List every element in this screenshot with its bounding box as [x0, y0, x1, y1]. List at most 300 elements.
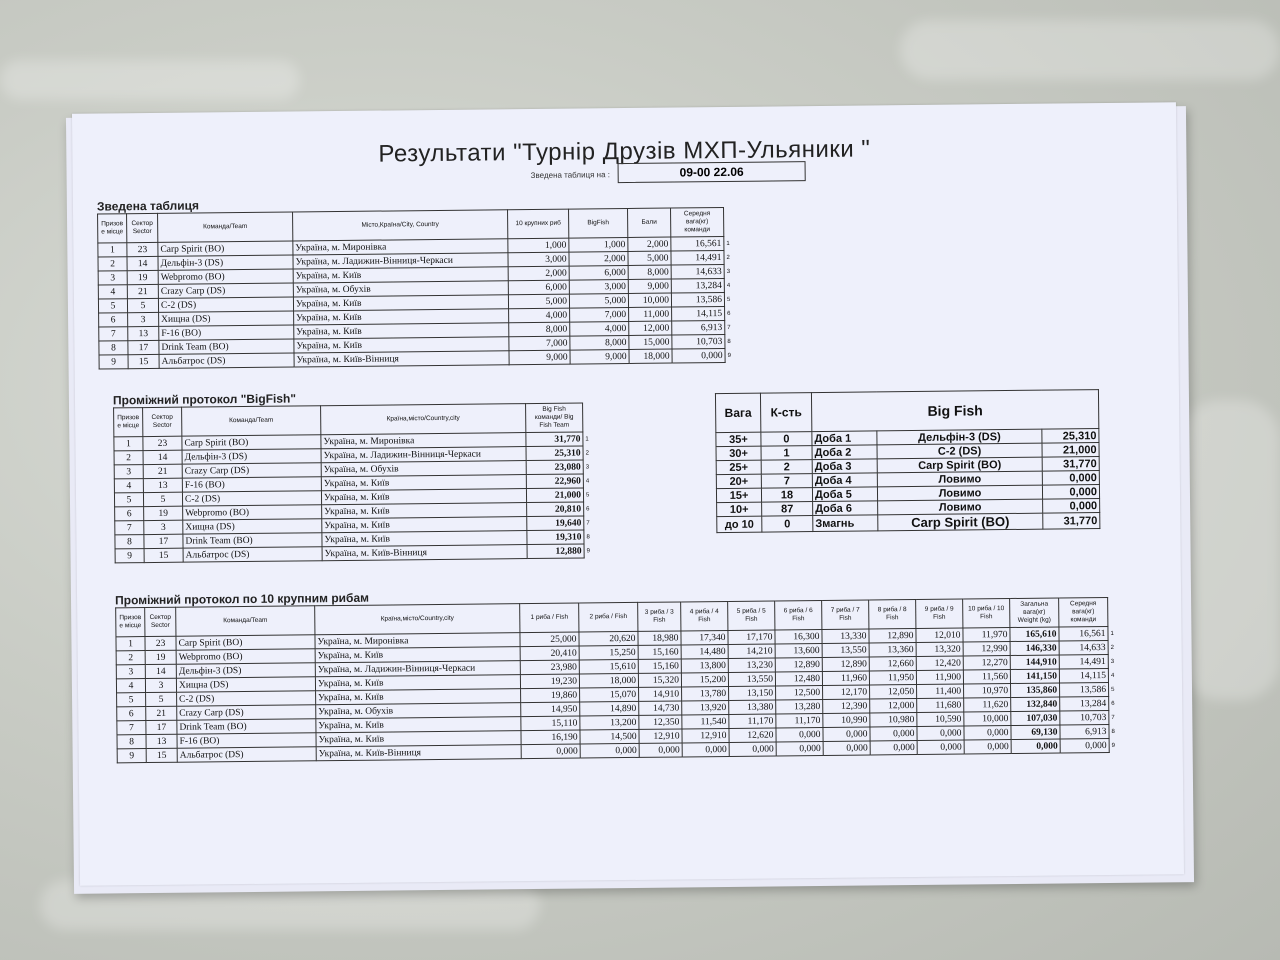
table-cell: 0,000 — [521, 744, 580, 759]
table-cell: 6,000 — [508, 280, 569, 295]
table-cell: F-16 (BO) — [182, 477, 321, 492]
table-cell: 19 — [145, 650, 176, 664]
table-cell: Доба 1 — [812, 431, 877, 446]
table-cell: 19,860 — [521, 688, 580, 703]
table-cell: 30+ — [716, 446, 761, 460]
table-cell: 11,400 — [917, 684, 964, 698]
column-header: 10 риба / 10 Fish — [963, 599, 1010, 628]
table-cell: 6,913 — [1060, 724, 1109, 739]
table-cell: 31,770 — [1042, 457, 1099, 472]
table-cell: 6 — [117, 707, 146, 721]
table-cell: Webpromo (BO) — [158, 269, 293, 284]
table-cell: 6 — [115, 507, 144, 521]
table-cell: 14,730 — [639, 701, 682, 715]
table-cell: 141,150 — [1010, 669, 1059, 684]
table-cell: 12,890 — [822, 657, 869, 671]
row-marker: 9 — [727, 352, 731, 359]
table-cell: 7 — [761, 474, 812, 489]
table-cell: 12,350 — [639, 715, 682, 729]
table-cell: Змагнь — [813, 515, 878, 532]
table-cell: Crazy Carp (DS) — [182, 463, 321, 478]
table-cell: 0,000 — [823, 727, 870, 741]
table-cell: 25,310 — [526, 446, 583, 461]
table-cell: 9 — [99, 355, 128, 369]
table-cell: 18,980 — [638, 631, 681, 645]
column-header: Країна,місто/Country,city — [321, 404, 526, 435]
table-cell: Україна, м. Ладижин-Вінниця-Черкаси — [293, 253, 508, 269]
table-cell: 15,070 — [580, 687, 639, 702]
table-cell: 15,250 — [579, 645, 638, 660]
table-cell: 135,860 — [1011, 683, 1060, 698]
row-marker: 4 — [1110, 672, 1115, 679]
table-cell: 19,230 — [520, 674, 579, 689]
table-cell: Доба 2 — [812, 445, 877, 460]
table-cell: 9,000 — [509, 350, 570, 365]
column-header: 7 риба / 7 Fish — [822, 600, 869, 629]
table-cell: Дельфін-3 (DS) — [877, 429, 1042, 445]
table-cell: 1 — [98, 243, 127, 257]
table-cell: 13,586 — [1060, 682, 1109, 697]
table-cell: 0,000 — [682, 742, 729, 756]
table-cell: 0 — [761, 432, 812, 447]
table-cell: Carp Spirit (BO) — [182, 435, 321, 450]
table-cell: 12,480 — [775, 671, 822, 685]
table-cell: 14 — [127, 256, 158, 270]
table-cell: Україна, м. Київ — [294, 323, 509, 339]
table-cell: 8 — [115, 535, 144, 549]
table-cell: Carp Spirit (BO) — [878, 513, 1043, 531]
table-cell: C-2 (DS) — [182, 491, 321, 506]
table-cell: 16,300 — [775, 629, 822, 643]
row-marker-header — [583, 403, 596, 432]
table-cell: 7 — [115, 521, 144, 535]
row-marker: 6 — [1111, 700, 1115, 707]
table-cell: 23 — [143, 436, 182, 450]
table-cell: 2 — [114, 451, 143, 465]
table-cell: 3 — [128, 312, 159, 326]
row-marker: 4 — [726, 282, 731, 289]
column-header: Команда/Team — [158, 212, 293, 242]
column-header: BigFish — [569, 208, 628, 238]
column-header: 3 риба / 3 Fish — [638, 602, 681, 631]
table-cell: 5 — [127, 298, 158, 312]
table-cell: 12,270 — [963, 656, 1010, 670]
table-cell: 6,913 — [672, 320, 725, 335]
table-cell: 17,340 — [681, 630, 728, 644]
row-marker: 2 — [1110, 644, 1115, 651]
table-cell: 0,000 — [1042, 485, 1099, 500]
table-cell: 15 — [128, 354, 159, 368]
summary-title: Зведена таблиця — [96, 198, 200, 214]
table-cell: 13,550 — [822, 643, 869, 657]
column-header: К-сть — [760, 393, 811, 433]
column-header: 9 риба / 9 Fish — [916, 599, 963, 628]
table-cell: 6,000 — [569, 265, 628, 280]
table-cell: C-2 (DS) — [177, 691, 316, 706]
table-cell: 13,200 — [580, 715, 639, 730]
table-cell: Україна, м. Обухів — [321, 461, 526, 477]
table-cell: 5 — [146, 692, 177, 706]
row-marker: 9 — [1111, 742, 1116, 749]
table-cell: 11,620 — [964, 698, 1011, 712]
table-cell: 12,660 — [869, 656, 916, 670]
table-cell: Webpromo (BO) — [183, 505, 322, 520]
table-cell: 4 — [114, 479, 143, 493]
table-cell: 0,000 — [823, 741, 870, 755]
table-cell: 0,000 — [1042, 471, 1099, 486]
row-marker: 6 — [586, 505, 590, 512]
table-cell: C-2 (DS) — [877, 443, 1042, 459]
summary-date-label: Зведена таблиця на : — [530, 170, 611, 181]
table-cell: 12,910 — [639, 729, 682, 743]
table-cell: Альбатрос (DS) — [183, 547, 322, 562]
table-cell: 4,000 — [570, 321, 629, 336]
table-cell: C-2 (DS) — [158, 297, 293, 312]
table-cell: Україна, м. Миронівка — [321, 433, 526, 449]
table-cell: 0,000 — [639, 743, 682, 757]
row-marker: 2 — [585, 449, 589, 456]
table-cell: Drink Team (BO) — [183, 533, 322, 548]
table-cell: 13,230 — [728, 658, 775, 672]
table-cell: 4 — [116, 679, 145, 693]
column-header: Середня вага(кг) команди — [1059, 597, 1108, 627]
table-cell: 23 — [127, 242, 158, 256]
table-cell: Хищна (DS) — [183, 519, 322, 534]
column-header: 4 риба / 4 Fish — [681, 601, 728, 630]
table-cell: 1,000 — [508, 238, 569, 253]
table-cell: 13,330 — [822, 629, 869, 643]
column-header: Сектор Sector — [127, 213, 158, 242]
column-header: Призов е місце — [116, 608, 145, 637]
row-marker: 3 — [1110, 658, 1115, 665]
table-cell: Дельфін-3 (DS) — [176, 663, 315, 678]
table-cell: Україна, м. Миронівка — [315, 633, 520, 649]
row-marker-header — [1108, 597, 1121, 626]
table-cell: Україна, м. Ладижин-Вінниця-Черкаси — [315, 661, 520, 677]
table-cell: 25,310 — [1042, 429, 1099, 444]
table-cell: 0,000 — [672, 348, 725, 363]
row-marker: 5 — [726, 296, 731, 303]
table-cell: 11,900 — [916, 670, 963, 684]
table-cell: 12,990 — [963, 642, 1010, 656]
table-cell: 12,620 — [729, 728, 776, 742]
table-cell: 11,170 — [729, 714, 776, 728]
table-cell: 7,000 — [509, 336, 570, 351]
row-marker: 1 — [585, 435, 589, 442]
table-cell: 8 — [117, 735, 146, 749]
table-cell: 7 — [99, 327, 128, 341]
row-marker: 4 — [585, 477, 590, 484]
table-cell: 13,320 — [916, 642, 963, 656]
table-cell: 14 — [145, 664, 176, 678]
table-cell: 3 — [145, 678, 176, 692]
column-header: Місто,Країна/City, Country — [293, 210, 508, 241]
table-cell: 0,000 — [1060, 738, 1109, 753]
table-cell: 10,970 — [964, 684, 1011, 698]
table-cell: 18,000 — [579, 673, 638, 688]
row-marker: 8 — [1111, 728, 1115, 735]
table-cell: 31,770 — [526, 432, 583, 447]
table-cell: 0,000 — [1043, 499, 1100, 514]
table-cell: 144,910 — [1010, 655, 1059, 670]
column-header: Сектор Sector — [145, 607, 176, 636]
table-cell: 6 — [99, 313, 128, 327]
table-cell: 0,000 — [729, 742, 776, 756]
table-cell: 0,000 — [870, 726, 917, 740]
table-cell: 7 — [117, 721, 146, 735]
table-cell: Україна, м. Київ — [316, 731, 521, 747]
table-cell: 165,610 — [1010, 627, 1059, 642]
table-cell: Україна, м. Київ-Вінниця — [294, 351, 509, 367]
table-cell: Україна, м. Київ — [322, 517, 527, 533]
table-cell: Drink Team (BO) — [177, 719, 316, 734]
table-cell: 14,115 — [672, 306, 725, 321]
table-cell: 107,030 — [1011, 711, 1060, 726]
page-title: Результати "Турнір Друзів МХП-Ульяники " — [378, 135, 871, 168]
table-cell: 8,000 — [509, 322, 570, 337]
table-cell: Webpromo (BO) — [176, 649, 315, 664]
table-cell: 13,586 — [671, 292, 724, 307]
table-cell: 0,000 — [917, 740, 964, 754]
table-cell: до 10 — [717, 516, 762, 532]
table-cell: 11,000 — [629, 307, 672, 321]
row-marker: 5 — [585, 491, 590, 498]
row-marker: 7 — [1111, 714, 1115, 721]
table-cell: 12,890 — [869, 628, 916, 642]
table-cell: 23,980 — [520, 660, 579, 675]
table-cell: 3 — [116, 665, 145, 679]
table-cell: 21,000 — [1042, 443, 1099, 458]
table-cell: Carp Spirit (BO) — [877, 457, 1042, 473]
table-cell: 16,561 — [671, 236, 724, 251]
summary-table — [97, 207, 739, 370]
table-cell: 13,600 — [775, 643, 822, 657]
table-cell: 10,703 — [672, 334, 725, 349]
column-header: 6 риба / 6 Fish — [775, 600, 822, 629]
summary-date-value: 09-00 22.06 — [618, 161, 806, 183]
table-cell: 22,960 — [526, 474, 583, 489]
table-cell: 13,284 — [1060, 696, 1109, 711]
table-cell: Доба 5 — [812, 487, 877, 502]
column-header: 1 риба / Fish — [520, 603, 579, 633]
table-cell: 9 — [115, 549, 144, 563]
bigfish-table — [113, 402, 598, 563]
table-cell: 13,800 — [681, 658, 728, 672]
table-cell: 3 — [98, 271, 127, 285]
table-cell: Доба 3 — [812, 459, 877, 474]
table-cell: 15,110 — [521, 716, 580, 731]
table-cell: 12,000 — [870, 698, 917, 712]
table-cell: 10+ — [717, 502, 762, 516]
table-cell: 14,950 — [521, 702, 580, 717]
table-cell: 19 — [144, 506, 183, 520]
table-cell: Доба 6 — [813, 501, 878, 516]
table-cell: 11,560 — [963, 670, 1010, 684]
table-cell: Україна, м. Київ — [294, 309, 509, 325]
table-cell: 3 — [114, 465, 143, 479]
table-cell: 17 — [144, 534, 183, 548]
table-cell: 7,000 — [570, 307, 629, 322]
column-header: Big Fish команди/ Big Fish Team — [526, 403, 583, 433]
column-header: Загальна вага(кг) Weight (kg) — [1010, 598, 1059, 628]
table-cell: Україна, м. Київ-Вінниця — [322, 545, 527, 561]
table-cell: Альбатрос (DS) — [177, 747, 316, 762]
table-cell: 25,000 — [520, 632, 579, 647]
table-cell: Україна, м. Київ — [315, 675, 520, 691]
table-cell: 19,310 — [527, 530, 584, 545]
table-cell: 21,000 — [526, 488, 583, 503]
table-cell: 1,000 — [569, 237, 628, 252]
table-cell: 10,703 — [1060, 710, 1109, 725]
row-marker: 5 — [1111, 686, 1115, 693]
table-cell: 13 — [146, 734, 177, 748]
column-header: Призов е місце — [114, 408, 143, 437]
table-cell: 11,540 — [682, 714, 729, 728]
table-cell: 15 — [146, 748, 177, 762]
table-cell: 15,000 — [629, 335, 672, 349]
table-cell: 17 — [128, 340, 159, 354]
table-cell: 3 — [144, 520, 183, 534]
table-cell: 11,970 — [963, 628, 1010, 642]
table-cell: 146,330 — [1010, 641, 1059, 656]
table-cell: 14,491 — [671, 250, 724, 265]
table-cell: 13,280 — [776, 699, 823, 713]
table-cell: 0,000 — [917, 726, 964, 740]
column-header: Сектор Sector — [143, 407, 182, 436]
table-cell: 14,890 — [580, 701, 639, 716]
table-cell: 1 — [761, 446, 812, 461]
column-header: Big Fish — [811, 390, 1098, 432]
table-cell: 10,590 — [917, 712, 964, 726]
table-cell: 11,170 — [776, 713, 823, 727]
table-cell: 14,500 — [580, 729, 639, 744]
column-header: Вага — [715, 393, 760, 432]
table-cell: Україна, м. Обухів — [316, 703, 521, 719]
table-cell: 16,190 — [521, 730, 580, 745]
table-cell: 10,000 — [964, 712, 1011, 726]
table-cell: 15,200 — [681, 672, 728, 686]
table-cell: 0,000 — [964, 740, 1011, 754]
table-row — [717, 513, 1100, 533]
table-cell: 4 — [98, 285, 127, 299]
table-cell: Crazy Carp (DS) — [177, 705, 316, 720]
column-header: 8 риба / 8 Fish — [869, 599, 916, 628]
table-cell: 13 — [128, 326, 159, 340]
table-cell: Україна, м. Миронівка — [293, 239, 508, 255]
table-cell: Україна, м. Київ — [294, 337, 509, 353]
table-cell: 15+ — [716, 488, 761, 502]
row-marker: 8 — [586, 533, 590, 540]
table-cell: 14,115 — [1059, 668, 1108, 683]
table-cell: Україна, м. Київ — [321, 489, 526, 505]
header-row — [715, 390, 1098, 433]
table-cell: Crazy Carp (DS) — [158, 283, 293, 298]
table-cell: 5,000 — [508, 294, 569, 309]
table-cell: 20+ — [716, 474, 761, 488]
table-cell: 0,000 — [580, 743, 639, 758]
table-cell: 2,000 — [508, 266, 569, 281]
table-cell: 0 — [762, 516, 813, 533]
table-cell: 13,360 — [869, 642, 916, 656]
table-cell: 8,000 — [628, 265, 671, 279]
table-cell: 18,000 — [629, 349, 672, 363]
table-cell: 18 — [761, 488, 812, 503]
table-cell: 21 — [127, 284, 158, 298]
table-cell: 3,000 — [508, 252, 569, 267]
table-cell: 15,160 — [638, 659, 681, 673]
table-cell: Україна, м. Київ — [293, 295, 508, 311]
results-sheet — [72, 102, 1184, 886]
table-cell: Хищна (DS) — [159, 311, 294, 326]
column-header: 5 риба / 5 Fish — [728, 601, 775, 630]
table-cell: 69,130 — [1011, 725, 1060, 740]
table-cell: 5 — [114, 493, 143, 507]
table-cell: 14 — [143, 450, 182, 464]
table-cell: 19,640 — [527, 516, 584, 531]
table-cell: 11,680 — [917, 698, 964, 712]
table-cell: 12,010 — [916, 628, 963, 642]
table-cell: Україна, м. Київ — [316, 717, 521, 733]
table-cell: Доба 4 — [812, 473, 877, 488]
column-header: Країна,місто/Country,city — [315, 604, 520, 635]
table-cell: 14,910 — [639, 687, 682, 701]
table-cell: 21 — [146, 706, 177, 720]
table-cell: 15,320 — [638, 673, 681, 687]
table-cell: 3,000 — [569, 279, 628, 294]
table-cell: Ловимо — [877, 471, 1042, 487]
table-cell: 14,633 — [1059, 640, 1108, 655]
top10-title: Проміжний протокол по 10 крупним рибам — [115, 590, 370, 608]
table-cell: 12,390 — [823, 699, 870, 713]
bigfish-title: Проміжний протокол "BigFish" — [112, 391, 297, 408]
table-cell: 13,550 — [728, 672, 775, 686]
table-cell: 1 — [114, 437, 143, 451]
table-cell: 20,810 — [527, 502, 584, 517]
table-cell: Україна, м. Київ — [293, 267, 508, 283]
table-cell: 15 — [144, 548, 183, 562]
column-header: Бали — [628, 208, 671, 237]
table-cell: 12,170 — [823, 685, 870, 699]
table-cell: Дельфін-3 (DS) — [158, 255, 293, 270]
table-cell: 2 — [116, 651, 145, 665]
row-marker: 1 — [726, 240, 730, 247]
table-cell: Україна, м. Київ — [316, 689, 521, 705]
table-cell: 10,990 — [823, 713, 870, 727]
table-cell: 2,000 — [569, 251, 628, 266]
table-cell: Carp Spirit (BO) — [176, 635, 315, 650]
table-cell: F-16 (BO) — [177, 733, 316, 748]
table-cell: 11,950 — [869, 670, 916, 684]
table-cell: Україна, м. Ладижин-Вінниця-Черкаси — [321, 447, 526, 463]
row-marker: 8 — [727, 338, 731, 345]
table-cell: 10,980 — [870, 712, 917, 726]
table-cell: 16,561 — [1059, 626, 1108, 641]
row-marker: 2 — [726, 254, 730, 261]
table-cell: 13 — [143, 478, 182, 492]
table-cell: 12,890 — [775, 657, 822, 671]
table-cell: 12,910 — [682, 728, 729, 742]
table-cell: 9 — [117, 749, 146, 763]
table-cell: Україна, м. Київ — [321, 475, 526, 491]
table-cell: 25+ — [716, 460, 761, 474]
table-cell: 19 — [127, 270, 158, 284]
table-cell: 11,960 — [822, 671, 869, 685]
top10-table — [115, 597, 1123, 764]
table-cell: 2,000 — [628, 237, 671, 251]
table-cell: 13,380 — [729, 700, 776, 714]
row-marker-header — [724, 207, 737, 236]
row-marker: 6 — [727, 310, 731, 317]
